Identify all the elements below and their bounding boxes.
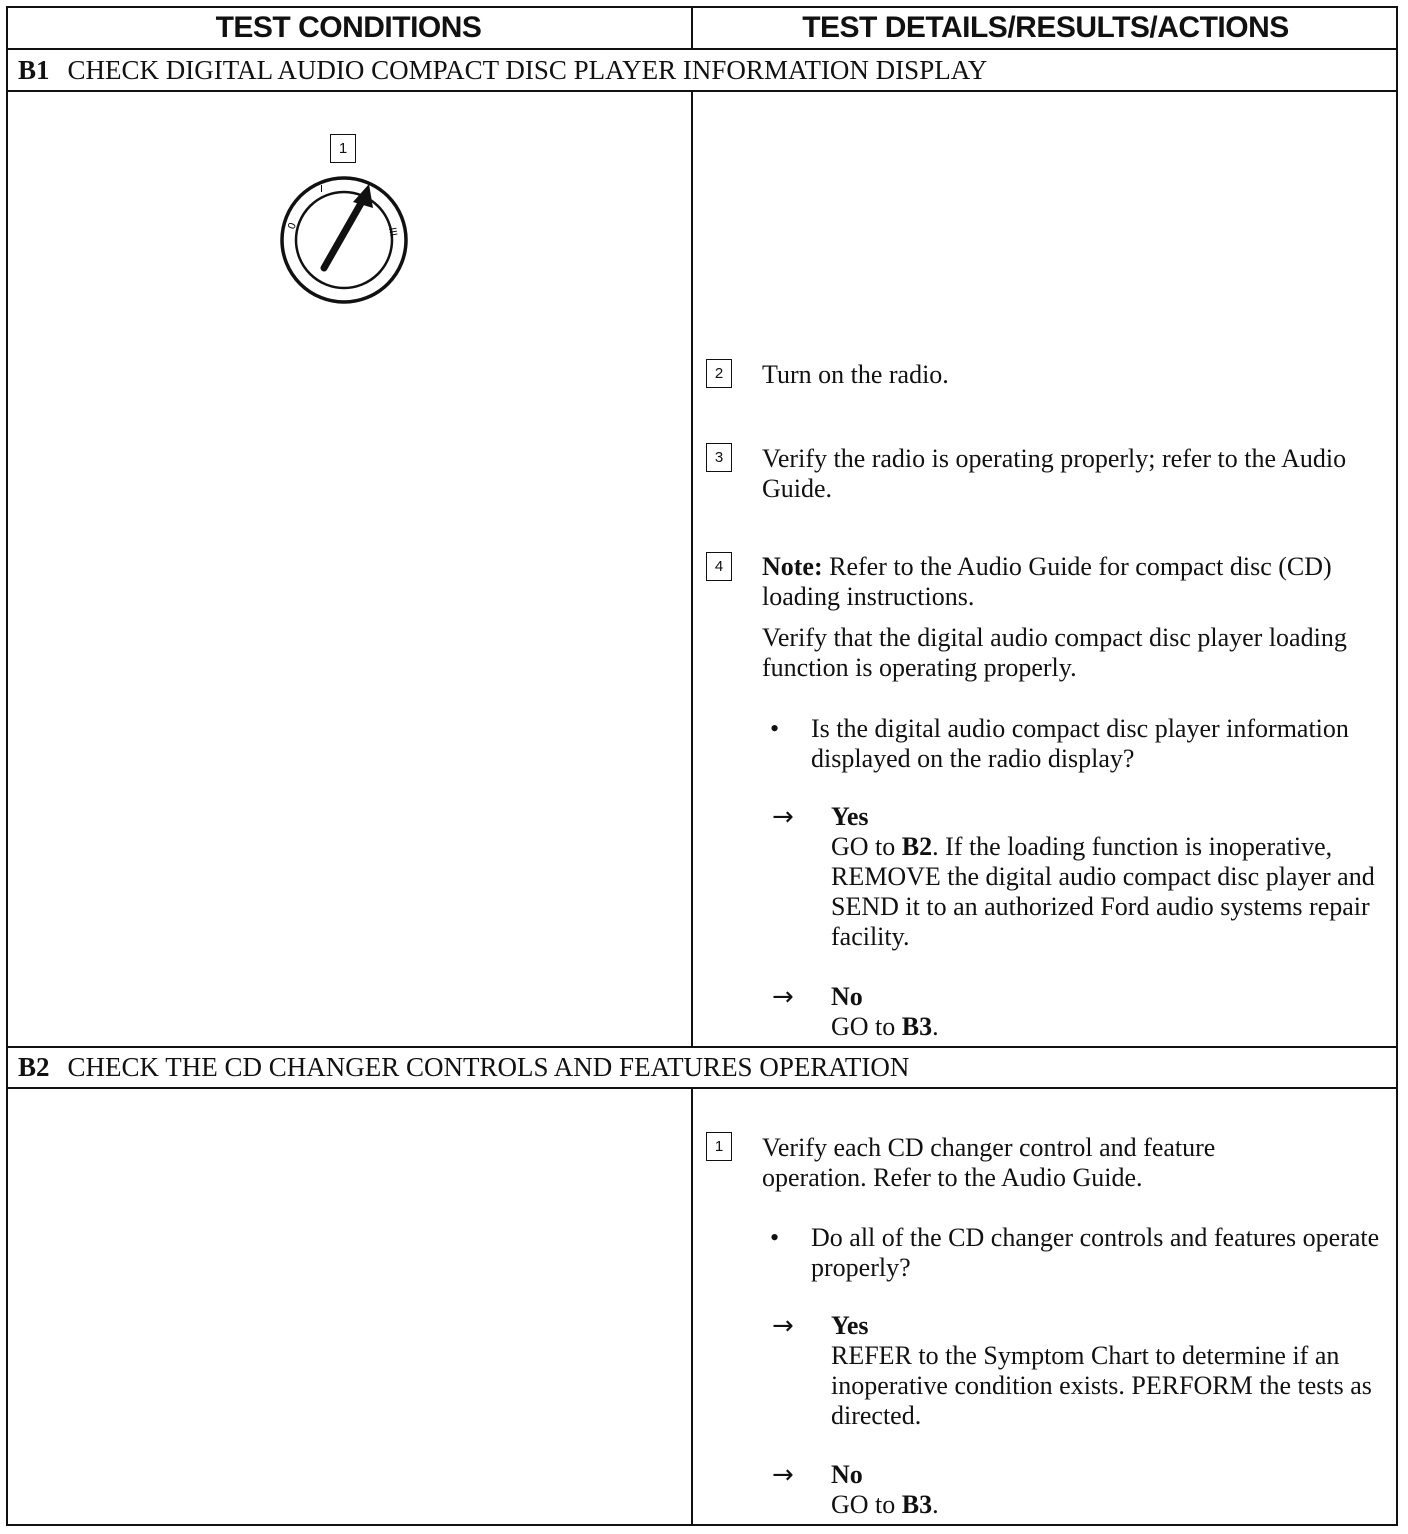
- answer-text: GO to B3.: [831, 1490, 939, 1519]
- row-divider: [6, 1046, 1398, 1048]
- row-divider: [6, 90, 1398, 92]
- step-text: Verify that the digital audio compact disc player loading function is operating properly.: [762, 623, 1347, 682]
- section-id: B2: [18, 1052, 50, 1082]
- step-number-box: 2: [706, 359, 732, 388]
- answer-label: Yes: [831, 802, 869, 831]
- answer-no: [831, 982, 1371, 1042]
- step-note: [762, 552, 1362, 612]
- note-text: Refer to the Audio Guide for compact disc (CD) loading instructions.: [762, 552, 1332, 611]
- step-text: Turn on the radio.: [762, 360, 949, 389]
- row-divider: [6, 48, 1398, 50]
- section-title-b1: [18, 55, 987, 86]
- header-test-details: TEST DETAILS/RESULTS/ACTIONS: [802, 11, 1289, 44]
- answer-yes: [831, 1311, 1391, 1431]
- section-id: B1: [18, 55, 50, 85]
- bullet: •: [770, 714, 780, 743]
- section-title: CHECK THE CD CHANGER CONTROLS AND FEATURES OPERATION: [67, 1052, 910, 1082]
- bullet: •: [770, 1223, 780, 1252]
- arrow-icon: →: [772, 982, 794, 1012]
- step-text: Verify the radio is operating properly; refer to the Audio Guide.: [762, 444, 1347, 503]
- answer-text: GO to B2. If the loading function is inoperative, REMOVE the digital audio compact disc player and SEND it to an authorized Ford audio systems repair facility.: [831, 832, 1375, 951]
- step-text: Verify each CD changer control and feature operation. Refer to the Audio Guide.: [762, 1133, 1216, 1192]
- answer-no: [831, 1460, 1371, 1520]
- svg-text:0: 0: [286, 221, 299, 232]
- step-number-box: 1: [330, 134, 356, 163]
- section-title-b2: [18, 1052, 909, 1083]
- step-number-box: 1: [706, 1132, 732, 1161]
- answer-label: No: [831, 1460, 863, 1489]
- answer-text: REFER to the Symptom Chart to determine if an inoperative condition exists. PERFORM the tests as directed.: [831, 1341, 1372, 1430]
- section-title: CHECK DIGITAL AUDIO COMPACT DISC PLAYER INFORMATION DISPLAY: [67, 55, 988, 85]
- svg-text:I: I: [320, 184, 323, 195]
- answer-label: No: [831, 982, 863, 1011]
- arrow-icon: →: [772, 1460, 794, 1490]
- step-number-box: 4: [706, 552, 732, 581]
- question-text: Do all of the CD changer controls and features operate properly?: [811, 1223, 1380, 1282]
- ignition-switch-icon: [274, 170, 414, 310]
- svg-text:III: III: [386, 226, 399, 238]
- row-divider: [6, 1087, 1398, 1089]
- header-test-conditions: TEST CONDITIONS: [215, 11, 482, 44]
- question-text: Is the digital audio compact disc player information displayed on the radio display?: [811, 714, 1349, 773]
- answer-label: Yes: [831, 1311, 869, 1340]
- column-divider: [691, 91, 693, 1047]
- note-label: Note:: [762, 552, 823, 581]
- arrow-icon: →: [772, 1311, 794, 1341]
- step-number-box: 3: [706, 443, 732, 472]
- arrow-icon: →: [772, 802, 794, 832]
- answer-text: GO to B3.: [831, 1012, 939, 1041]
- answer-yes: [831, 802, 1391, 952]
- column-divider: [691, 1087, 693, 1526]
